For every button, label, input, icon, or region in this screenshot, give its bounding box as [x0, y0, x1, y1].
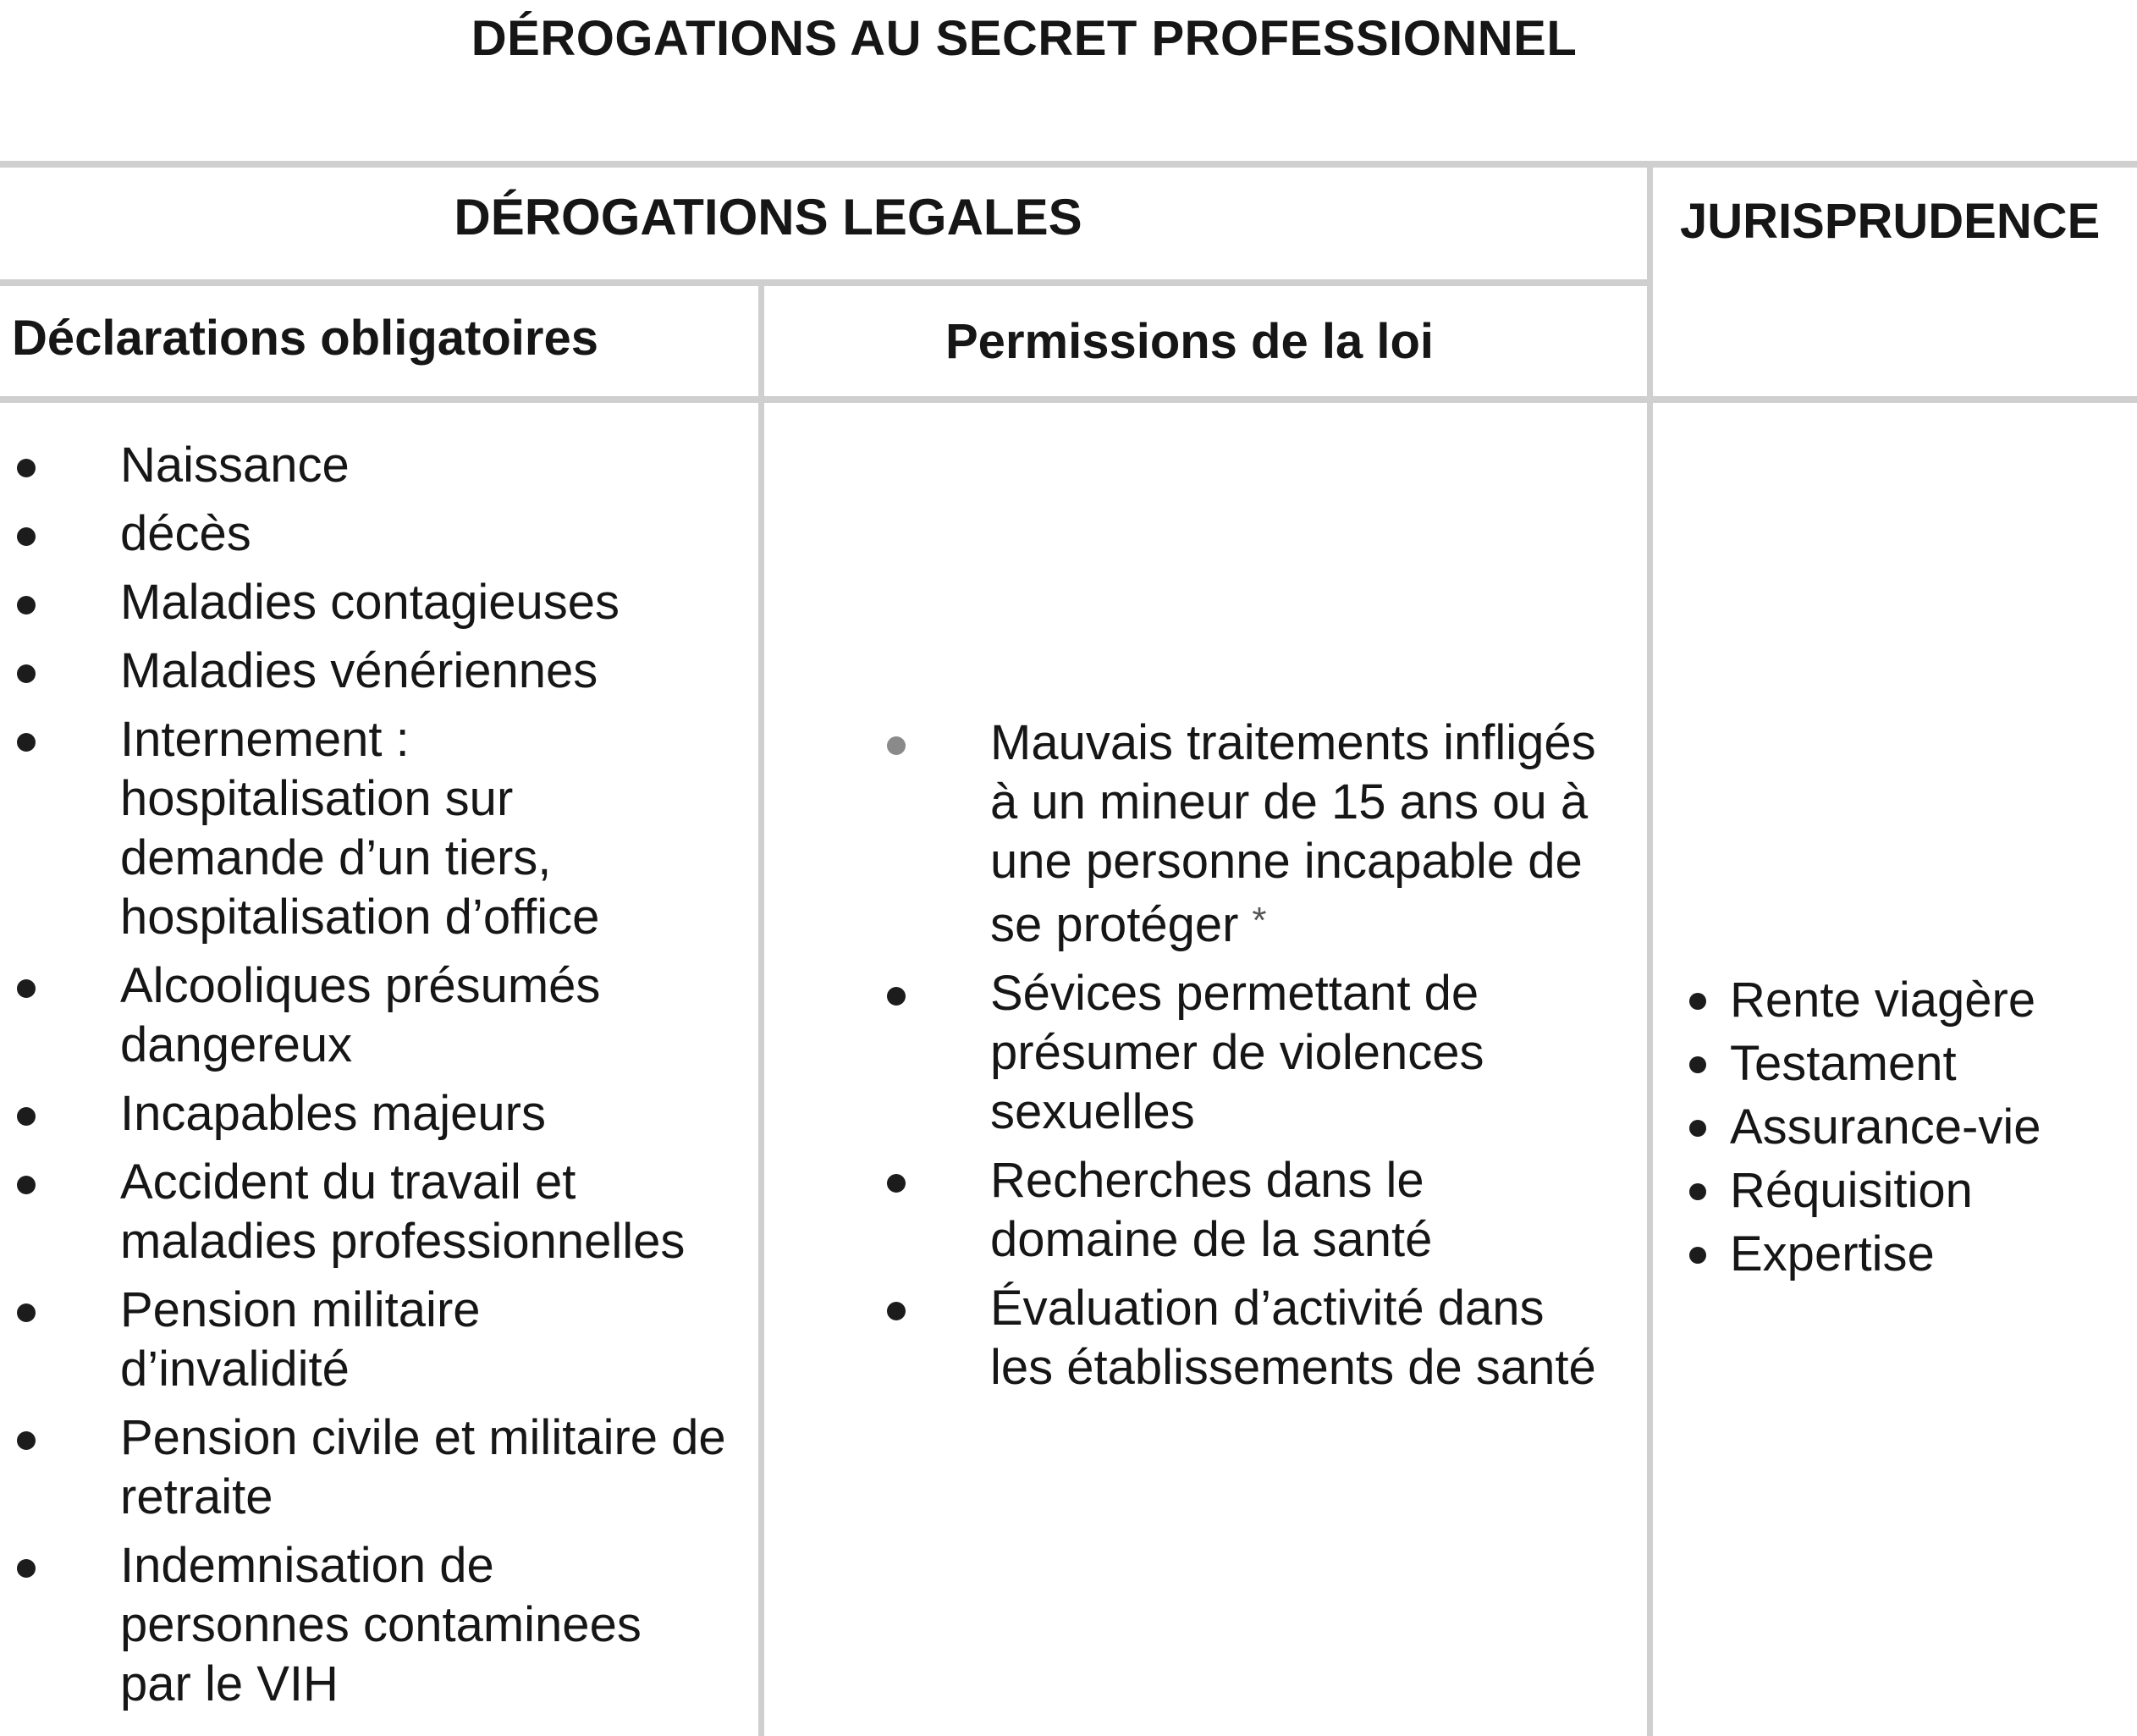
list-item-text: Naissance [120, 438, 350, 493]
list-item-text: Internement : hospitalisation sur demande d’un tiers, hospitalisation d’office [120, 712, 600, 945]
list-item [1730, 1095, 2128, 1159]
header-divider-sub [0, 396, 2137, 403]
list-item [120, 642, 763, 701]
bullet-icon [17, 733, 36, 752]
list-item [990, 964, 1532, 1142]
list-item [120, 436, 763, 495]
list-item [1730, 968, 2128, 1032]
list-item-text: Recherches dans le domaine de la santé [990, 1153, 1433, 1267]
list-item-text: Maladies vénériennes [120, 643, 598, 698]
list-item-text: Réquisition [1730, 1163, 1973, 1218]
bullet-icon [17, 1107, 36, 1126]
bullet-icon [17, 1176, 36, 1194]
list-item [990, 1151, 1498, 1270]
list-item [120, 1084, 763, 1144]
bullet-icon [887, 1302, 906, 1320]
list-item-text: décès [120, 506, 251, 561]
bullet-icon [17, 527, 36, 546]
list-item-text: Testament [1730, 1036, 1957, 1091]
list-item [120, 504, 763, 564]
declarations-list [120, 436, 763, 1723]
bullet-icon [887, 736, 906, 755]
list-item-text: Mauvais traitements infligés à un mineur de 15 ans ou à une personne incapable de se protéger [990, 715, 1596, 952]
list-item-text: Assurance-vie [1730, 1099, 2041, 1155]
list-item [1730, 1032, 2128, 1095]
list-item [120, 956, 645, 1075]
bullet-icon [887, 987, 906, 1006]
list-item [120, 573, 763, 632]
list-item-text: Incapables majeurs [120, 1086, 546, 1141]
list-item [990, 1279, 1600, 1397]
header-jurisprudence: JURISPRUDENCE [1680, 194, 2101, 249]
list-item-text: Pension civile et militaire de retraite [120, 1410, 726, 1524]
list-item-text: Évaluation d’activité dans les établissements de santé [990, 1281, 1596, 1395]
list-item-text: Sévices permettant de présumer de violences sexuelles [990, 966, 1484, 1139]
list-item-text: Accident du travail et maladies professionnelles [120, 1155, 686, 1269]
list-item-text: Pension militaire d’invalidité [120, 1282, 481, 1397]
bullet-icon [1689, 1056, 1706, 1073]
bullet-icon [1689, 1247, 1706, 1264]
list-item [990, 714, 1617, 955]
list-item [120, 1153, 730, 1271]
bullet-icon [17, 664, 36, 683]
list-item-text: Indemnisation de personnes contaminees par le VIH [120, 1538, 642, 1711]
table-top-border [0, 161, 2137, 168]
list-item [1730, 1222, 2128, 1286]
list-item-text: Expertise [1730, 1226, 1935, 1281]
jurisprudence-list [1730, 968, 2128, 1286]
document-title: DÉROGATIONS AU SECRET PROFESSIONNEL [471, 11, 1578, 66]
list-item-text: Alcooliques présumés dangereux [120, 958, 601, 1072]
bullet-icon [1689, 1183, 1706, 1200]
permissions-list [990, 714, 1650, 1407]
bullet-icon [17, 596, 36, 614]
bullet-icon [17, 459, 36, 477]
header-divider-legal [0, 279, 1650, 286]
list-item [1730, 1159, 2128, 1222]
list-item [120, 1408, 730, 1527]
bullet-icon [1689, 993, 1706, 1010]
bullet-icon [887, 1174, 906, 1193]
bullet-icon [1689, 1120, 1706, 1137]
bullet-icon [17, 979, 36, 998]
bullet-icon [17, 1559, 36, 1578]
list-item-text: Rente viagère [1730, 973, 2036, 1028]
footnote-marker: * [1252, 900, 1267, 941]
list-item [120, 1536, 704, 1714]
bullet-icon [17, 1431, 36, 1450]
list-item [120, 710, 645, 947]
header-legal-derogations: DÉROGATIONS LEGALES [454, 189, 1082, 245]
header-law-permissions: Permissions de la loi [945, 314, 1434, 369]
list-item [120, 1281, 560, 1399]
list-item-text: Maladies contagieuses [120, 575, 620, 630]
bullet-icon [17, 1303, 36, 1322]
header-mandatory-declarations: Déclarations obligatoires [12, 311, 598, 366]
